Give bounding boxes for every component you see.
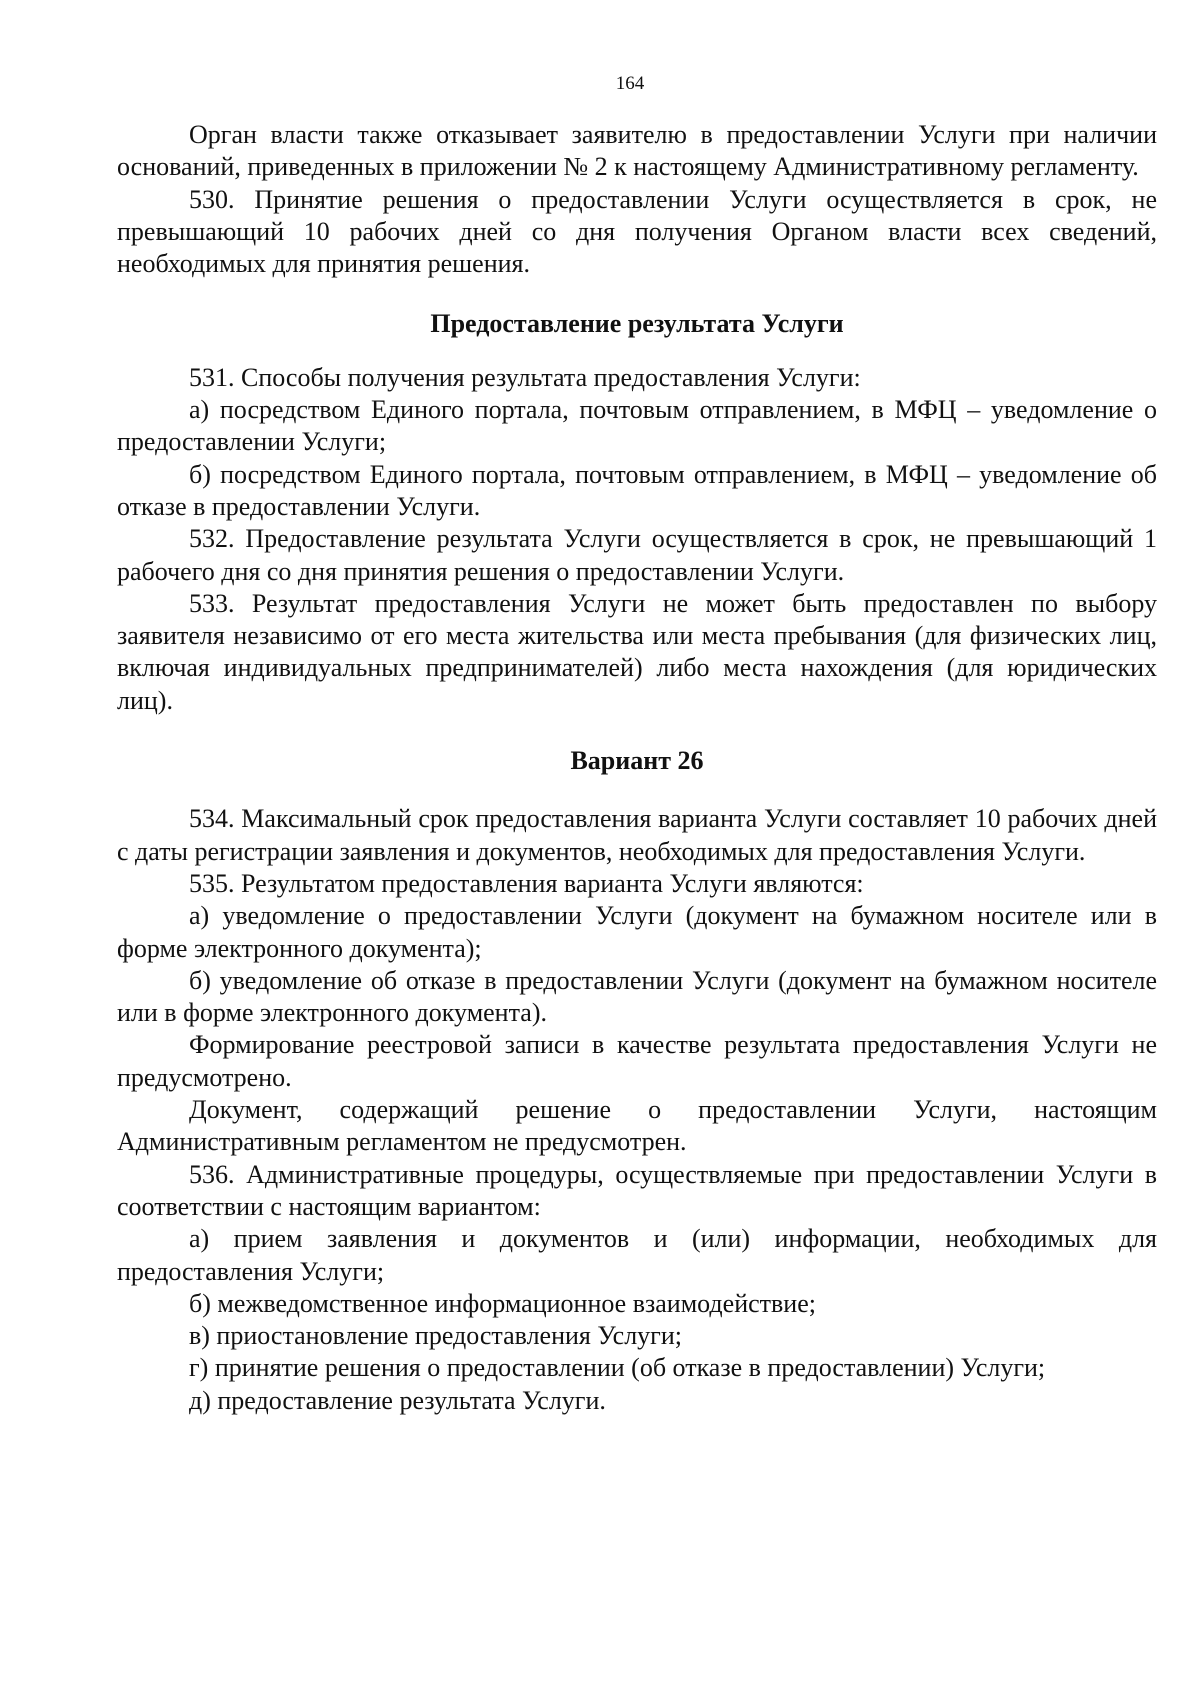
paragraph: б) уведомление об отказе в предоставлении Услуги (документ на бумажном носителе или в форме электронного документа). — [117, 965, 1157, 1028]
paragraph: 532. Предоставление результата Услуги осуществляется в срок, не превышающий 1 рабочего дня со дня принятия решения о предоставлении Услуги. — [117, 524, 1157, 586]
document-body — [117, 119, 1157, 1417]
paragraph: а) посредством Единого портала, почтовым отправлением, в МФЦ – уведомление о предоставлении Услуги; — [117, 395, 1157, 457]
variant-heading: Вариант 26 — [570, 746, 704, 776]
paragraph: Документ, содержащий решение о предоставлении Услуги, настоящим Административным регламентом не предусмотрен. — [117, 1095, 1157, 1157]
paragraph: 535. Результатом предоставления варианта Услуги являются: — [189, 868, 864, 898]
paragraph: 530. Принятие решения о предоставлении Услуги осуществляется в срок, не превышающий 10 рабочих дней со дня получения Органом власти всех сведений, необходимых для принятия решения. — [117, 184, 1157, 279]
paragraph: 534. Максимальный срок предоставления варианта Услуги составляет 10 рабочих дней с даты регистрации заявления и документов, необходимых для предоставления Услуги. — [117, 804, 1157, 866]
paragraph: а) прием заявления и документов и (или) информации, необходимых для предоставления Услуги; — [117, 1224, 1157, 1286]
paragraph: б) межведомственное информационное взаимодействие; — [189, 1288, 816, 1318]
paragraph: 531. Способы получения результата предоставления Услуги: — [189, 362, 861, 392]
paragraph: Орган власти также отказывает заявителю в предоставлении Услуги при наличии оснований, приведенных в приложении № 2 к настоящему Административному регламенту. — [117, 120, 1157, 182]
paragraph: 533. Результат предоставления Услуги не может быть предоставлен по выбору заявителя независимо от его места жительства или места пребывания (для физических лиц, включая индивидуальных предпринимателей) либо места нахождения (для юридических лиц). — [117, 588, 1157, 715]
paragraph: б) посредством Единого портала, почтовым отправлением, в МФЦ – уведомление об отказе в предоставлении Услуги. — [117, 459, 1157, 521]
paragraph: Формирование реестровой записи в качестве результата предоставления Услуги не предусмотрено. — [117, 1030, 1157, 1092]
page-number: 164 — [615, 73, 645, 94]
paragraph: г) принятие решения о предоставлении (об отказе в предоставлении) Услуги; — [189, 1353, 1046, 1383]
paragraph: а) уведомление о предоставлении Услуги (документ на бумажном носителе или в форме электронного документа); — [117, 901, 1157, 963]
section-heading: Предоставление результата Услуги — [430, 309, 844, 339]
paragraph: в) приостановление предоставления Услуги; — [189, 1321, 682, 1351]
paragraph: д) предоставление результата Услуги. — [189, 1385, 606, 1415]
paragraph: 536. Административные процедуры, осуществляемые при предоставлении Услуги в соответствии с настоящим вариантом: — [117, 1159, 1157, 1221]
